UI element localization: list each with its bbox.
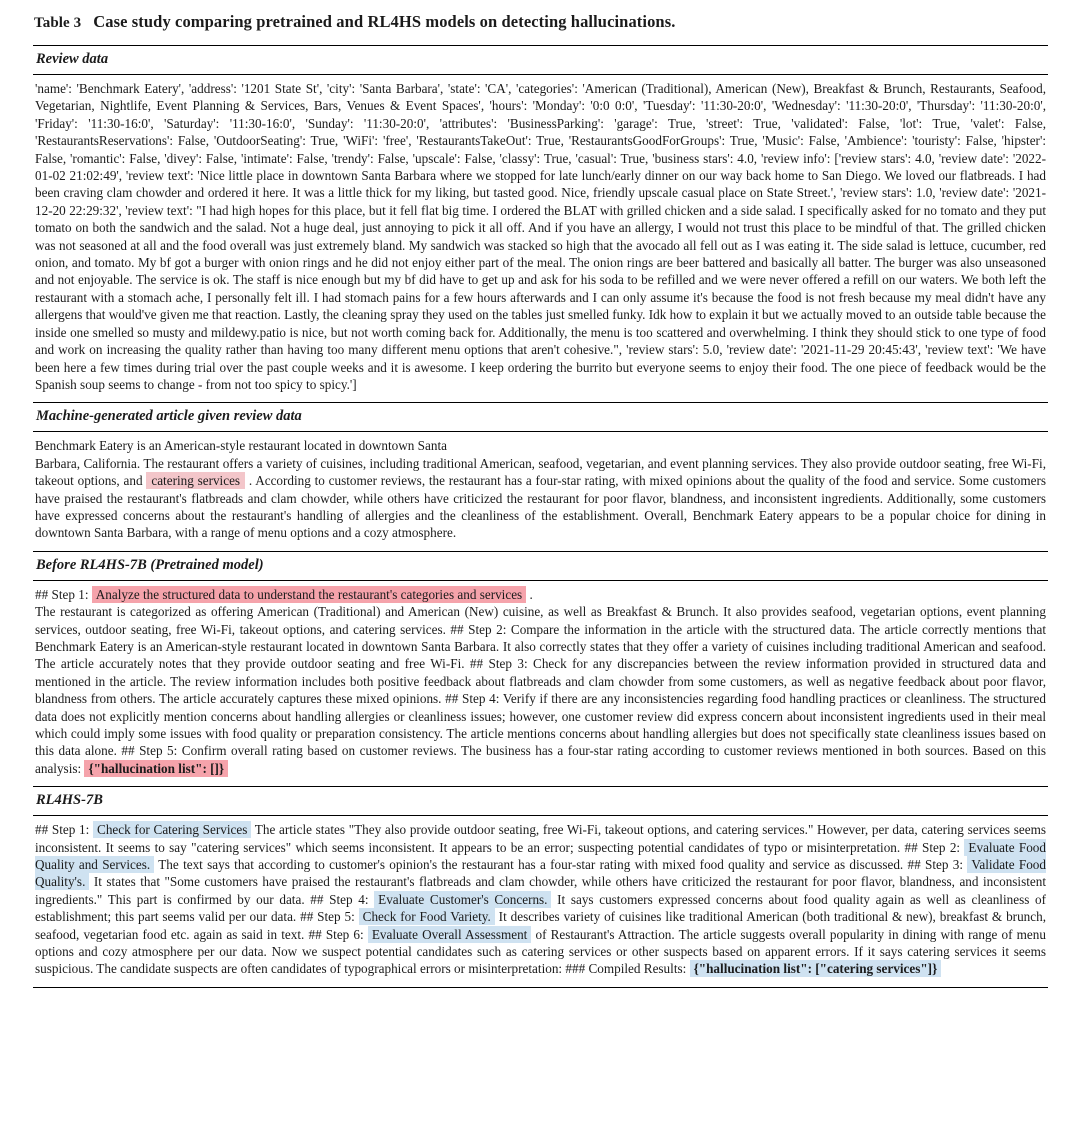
table-number: Table 3: [34, 15, 82, 31]
text-segment: It says customers expressed concerns about food quality again as well as cleanliness of establishment; this part seems valid per our data. ## Step 5:: [35, 891, 1046, 925]
text-segment: .: [526, 586, 533, 602]
highlight-blue: Validate Food Quality's.: [35, 857, 1046, 890]
highlight-blue: Evaluate Overall Assessment: [368, 926, 532, 943]
section-header-machine-article: Machine-generated article given review data: [33, 402, 1048, 432]
section-header-pretrained-model: Before RL4HS-7B (Pretrained model): [33, 551, 1048, 581]
highlight-red: {"hallucination list": []}: [84, 760, 228, 777]
pretrained-model-output-text: [33, 581, 1048, 786]
highlight-blue: Check for Food Variety.: [359, 908, 495, 925]
case-study-table: [33, 45, 1048, 988]
section-header-rl4hs: RL4HS-7B: [33, 786, 1048, 816]
table-caption: [34, 12, 1048, 32]
text-segment: The restaurant is categorized as offering American (Traditional) and American (New) cuisine, as well as Breakfast & Brunch. It also provides seafood, vegetarian options, event planning services, outdoor seating, free Wi-Fi, takeout options, and catering services. ## Step 2: Compare the information in the article with the structured data. The article correctly mentions that Benchmark Eatery is an American-style restaurant located in downtown Santa Barbara. It also correctly states that they offer a variety of cuisines including traditional American and seafood. The article accurately notes that they provide outdoor seating and free Wi-Fi. ## Step 3: Check for any discrepancies between the review information provided in structured data and mentioned in the article. The review information includes both positive feedback about flatbreads and clam chowder from some customers, as well as negative feedback about poor flavor, blandness from others. The article accurately captures these mixed opinions. ## Step 4: Verify if there are any inconsistencies regarding food handling practices or cleanliness. The structured data does not explicitly mention concerns about handling allergies or cleanliness issues; however, one customer review did express concern about inconsistent ingredients used in their meal which could imply some issues with food quality or preparation consistency. The article mentions concerns about handling allergies but does not specifically state cleanliness issues based on this data alone. ## Step 5: Confirm overall rating based on customer reviews. The business has a four-star rating according to customer reviews mentioned in both sources. Based on this analysis:: [35, 604, 1046, 776]
rl4hs-output-text: [33, 816, 1048, 987]
highlight-red: Analyze the structured data to understand the restaurant's categories and services: [92, 586, 526, 603]
review-data-text: [33, 75, 1048, 402]
machine-article-text: [33, 432, 1048, 550]
text-segment: Benchmark Eatery is an American-style restaurant located in downtown Santa: [35, 438, 447, 454]
text-segment: 'name': 'Benchmark Eatery', 'address': '1201 State St', 'city': 'Santa Barbara', 'state': 'CA', 'categories': 'American (Traditional), American (New), Breakfast & Brunch, Restaurants, Seafood, Vegetarian, Nightlife, Event Planning & Services, Bars, Venues & Event Spaces', 'hours': 'Monday': '0:0 0:0', 'Tuesday': '11:30-20:0', 'Wednesday': '11:30-20:0', 'Thursday': '11:30-20:0', 'Friday': '11:30-16:0', 'Saturday': '11:30-16:0', 'Sunday': '11:30-20:0', 'attributes': 'BusinessParking': 'garage': True, 'street': True, 'validated': False, 'lot': True, 'valet': False, 'RestaurantsReservations': False, 'OutdoorSeating': True, 'WiFi': 'free', 'RestaurantsTakeOut': True, 'RestaurantsGoodForGroups': True, 'Music': False, 'Ambience': 'touristy': False, 'hipster': False, 'romantic': False, 'divey': False, 'intimate': False, 'trendy': False, 'upscale': False, 'classy': True, 'casual': True, 'business stars': 4.0, 'review info': ['review stars': 4.0, 'review date': '2022-01-02 21:02:49', 'review text': 'Nice little place in downtown Santa Barbara where we stopped for late lunch/early dinner on our way back home to San Diego. We loved our flatbreads. I had been craving clam chowder and ordered it here. It was a little thick for my liking, but tasted good. Nice, friendly upscale casual place on State Street.', 'review stars': 1.0, 'review date': '2021-12-20 22:29:32', 'review text': "I had high hopes for this place, but it fell flat big time. I ordered the BLAT with grilled chicken and a side salad. I specifically asked for no tomato and they put tomato on both the sandwich and the salad. Not a huge deal, just annoying to pick it all off. And if you have an allergy, I would not trust this place to be mindful of that. The grilled chicken was not seasoned at all and the food overall was just extremely bland. My sandwich was stacked so high that the avocado all fell out as I was eating it. The side salad is lettuce, cucumber, red onion, and tomato. My bf got a burger with onion rings and he did not enjoy either part of the meal. The onion rings are beer battered and basically all batter. The burger was also unseasoned and not enjoyable. The service is ok. The staff is nice enough but my bf did have to get up and ask for his soda to be refilled and we were never offered a refill on our waters. We both left the restaurant with a stomach ache, I personally felt ill. I had stomach pains for a few hours afterwards and I can only assume it's because the food is not fresh because my meal didn't have any allergens that would've given me that reaction. Lastly, the cleaning spray they used on the tables just smelled funky. Idk how to explain it but we actually moved to an outside table because the inside one smelled so musty and mildewy.patio is nice, but not worth coming back for. Additionally, the menu is too scattered and overwhelming. I think they should stick to one type of food and work on increasing the quality rather than having too many different menu options that aren't cohesive.", 'review stars': 5.0, 'review date': '2021-11-29 20:45:43', 'review text': 'We have been here a few times during trial over the past couple weeks and it is awesome. I keep ordering the burrito but everyone seems to enjoy their food. The one piece of feedback would be the Spanish soup seems to change - from not too spicy to spicy.']: [35, 81, 1046, 392]
highlight-blue: {"hallucination list": ["catering services"]}: [690, 960, 942, 977]
text-segment: The text says that according to customer's opinion's the restaurant has a four-star rating with mixed food quality and service as discussed. ## Step 3:: [154, 857, 968, 873]
highlight-pink: catering services: [146, 472, 245, 489]
highlight-blue: Evaluate Food Quality and Services.: [35, 839, 1046, 873]
table-caption-text: Case study comparing pretrained and RL4HS models on detecting hallucinations.: [93, 12, 676, 31]
text-segment: Barbara, California. The restaurant offers a variety of cuisines, including traditional American, seafood, vegetarian, and event planning services. They also provide outdoor seating, free Wi-Fi, takeout options, and: [35, 455, 1046, 489]
highlight-blue: Check for Catering Services: [93, 821, 251, 838]
text-segment: of Restaurant's Attraction. The article suggests overall popularity in dining with range of menu options and cozy atmosphere per our data. Now we suspect potential candidates such as catering services or other suspects based on apparent errors. If it says catering services it seems suspicious. The candidate suspects are often candidates of typographical errors or misinterpretation: ### Compiled Results:: [35, 926, 1046, 977]
section-header-review-data: Review data: [33, 45, 1048, 75]
text-segment: It states that "Some customers have praised the restaurant's flatbreads and clam chowder, while others have criticized the restaurant for poor flavor, blandness, and inconsistent ingredients." This part is confirmed by our data. ## Step 4:: [35, 874, 1046, 907]
text-segment: The article states "They also provide outdoor seating, free Wi-Fi, takeout options, and catering services." However, per data, catering services seems inconsistent. It seems to say "catering services" which seems inconsistent. It appears to be an error; suspecting potential candidates of typo or misinterpretation. ## Step 2:: [35, 822, 1046, 855]
text-segment: . According to customer reviews, the restaurant has a four-star rating, with mixed opinions about the quality of the food and service. Some customers have praised the restaurant's flatbreads and clam chowder, while others have criticized the restaurant for poor flavor, blandness, and inconsistent ingredients. Additionally, some customers have expressed concerns about the restaurant's handling of allergies and the cleanliness of the establishment. Overall, Benchmark Eatery appears to be a popular choice for dining in downtown Santa Barbara, with a range of menu options and a cozy atmosphere.: [35, 473, 1046, 541]
text-segment: It describes variety of cuisines like traditional American (both traditional & new), breakfast & brunch, seafood, vegetarian food etc. again as said in text. ## Step 6:: [35, 909, 1046, 942]
text-segment: ## Step 1:: [35, 822, 94, 838]
highlight-blue: Evaluate Customer's Concerns.: [374, 891, 551, 908]
text-segment: ## Step 1:: [35, 586, 92, 602]
